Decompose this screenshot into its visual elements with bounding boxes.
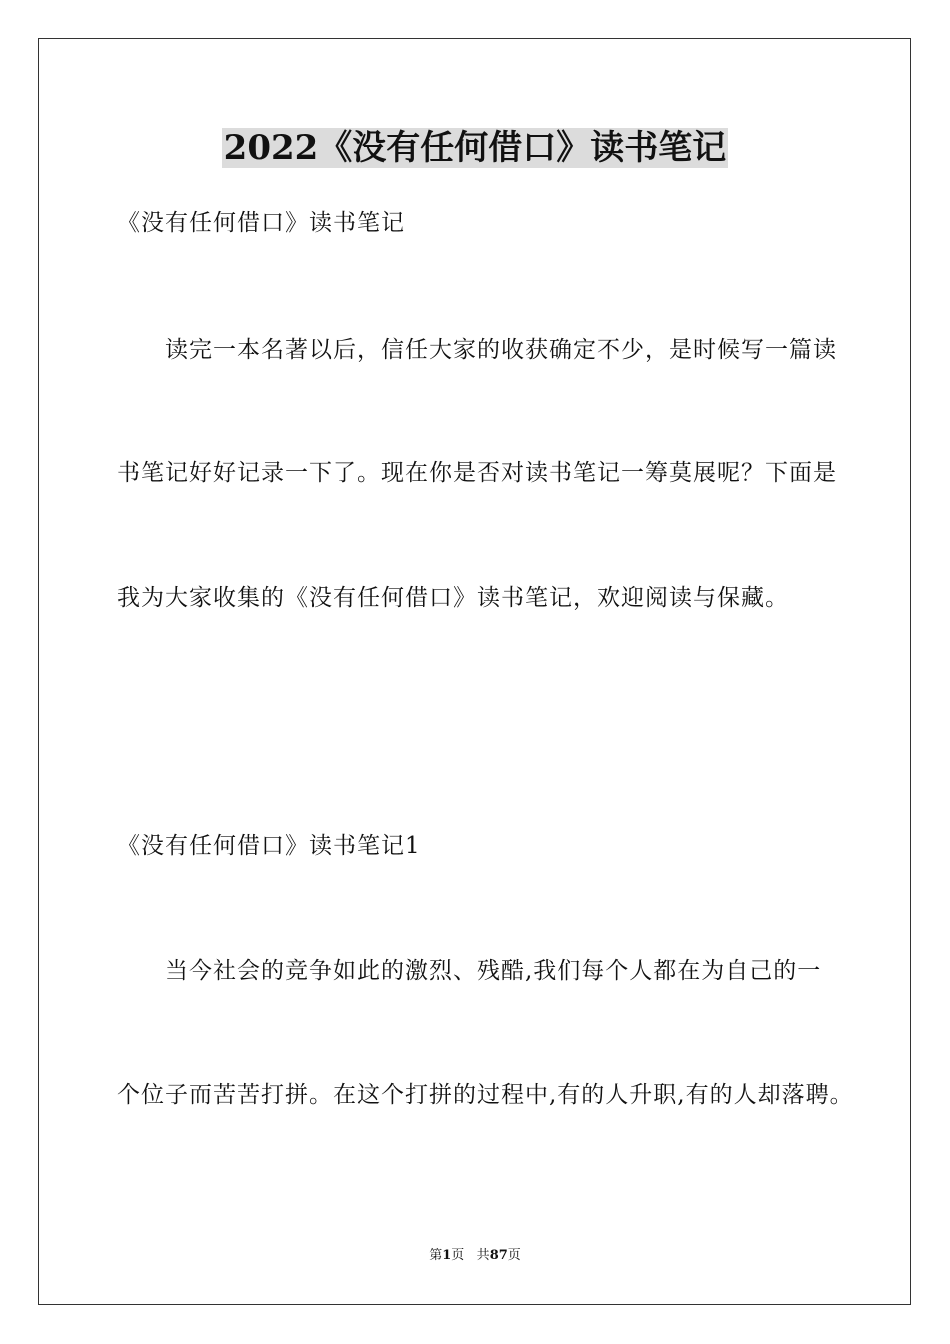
footer-page-number: 1: [442, 1248, 452, 1263]
paragraph-line: 书笔记好好记录一下了。现在你是否对读书笔记一筹莫展呢？下面是: [117, 460, 837, 486]
document-title-text: 2022《没有任何借口》读书笔记: [223, 128, 727, 168]
paragraph-line: 当今社会的竞争如此的激烈、残酷,我们每个人都在为自己的一: [165, 958, 822, 984]
section-heading: 《没有任何借口》读书笔记1: [117, 833, 421, 859]
footer-page-unit: 页: [451, 1248, 465, 1263]
footer-total-prefix: 共: [476, 1248, 490, 1263]
document-title: [0, 126, 950, 170]
footer-total-pages: 87: [489, 1248, 508, 1263]
paragraph-line: 个位子而苦苦打拼。在这个打拼的过程中,有的人升职,有的人却落聘。: [117, 1082, 854, 1108]
paragraph-line: 读完一本名著以后，信任大家的收获确定不少，是时候写一篇读: [165, 337, 837, 363]
page-footer: [0, 1247, 950, 1265]
paragraph-line: 我为大家收集的《没有任何借口》读书笔记，欢迎阅读与保藏。: [117, 585, 789, 611]
footer-total-unit: 页: [507, 1248, 521, 1263]
footer-prefix: 第: [429, 1248, 443, 1263]
subtitle-line: 《没有任何借口》读书笔记: [117, 210, 405, 236]
